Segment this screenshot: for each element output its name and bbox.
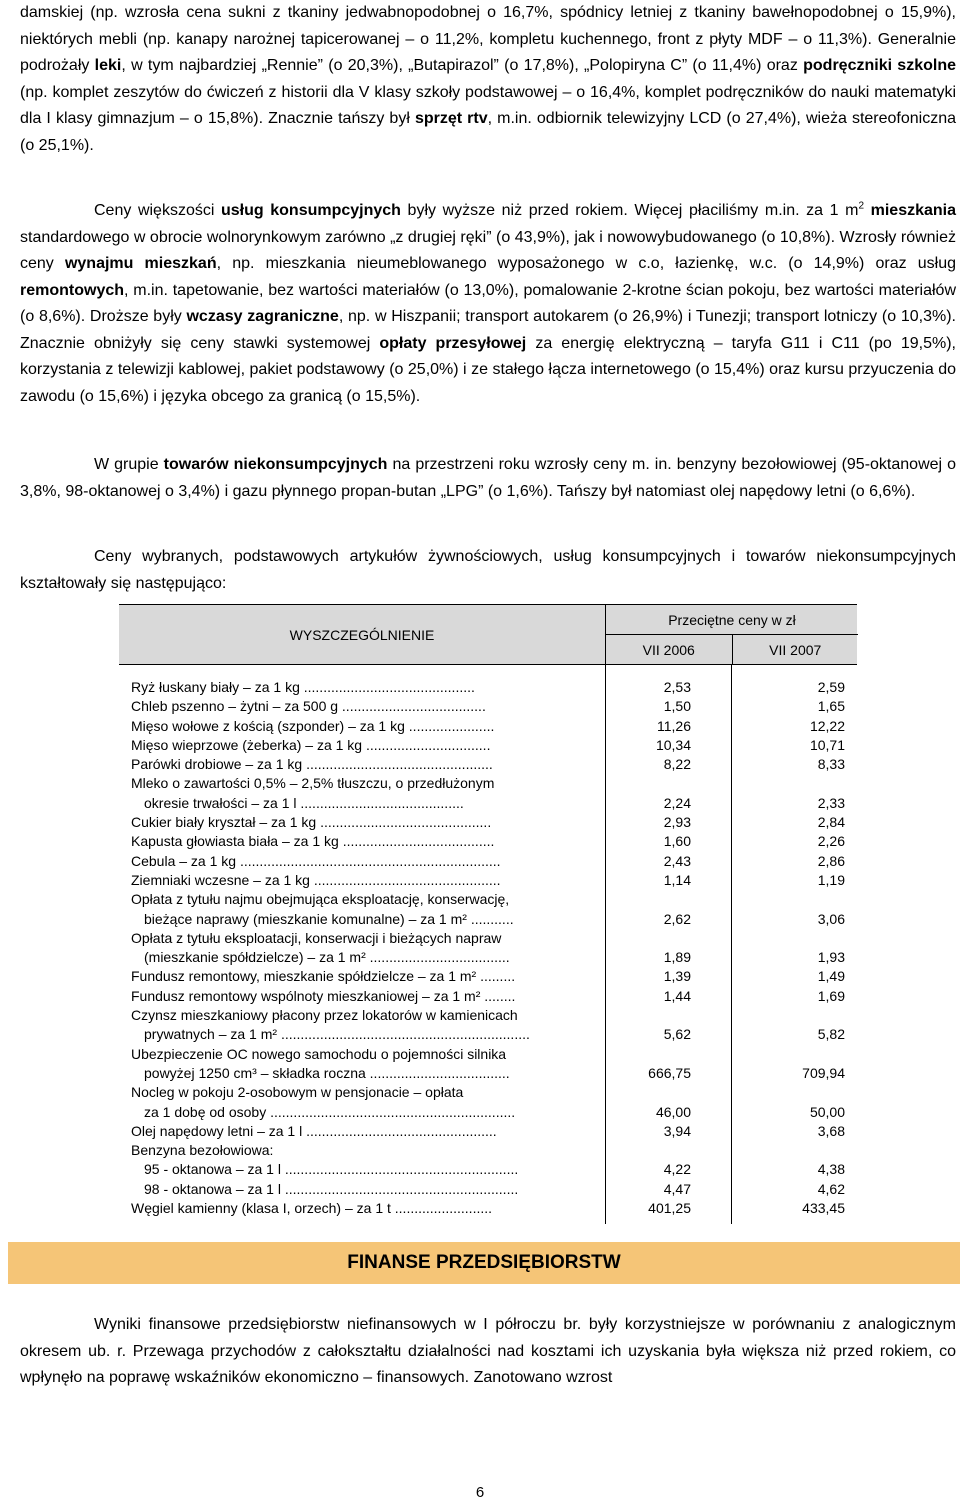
- item-name: [119, 1180, 579, 1199]
- item-name-line: Opłata z tytułu najmu obejmująca eksploatację, konserwację,: [131, 891, 510, 908]
- text-run: damskiej (np. wzrosła cena sukni z tkaniny jedwabnopodobnej o 16,7%, spódnicy letniej z tkaniny bawełnopodobnej o 15,9%), niektórych mebli (np. kanapy narożnej tapicerowanej – o 11,2%, kompletu kuchennego, front z płyty MDF – o 11,3%). Generalnie podrożały: [20, 4, 956, 74]
- item-name-line: bieżące naprawy (mieszkanie komunalne) – za 1 m² ...........: [144, 910, 514, 927]
- price-2006: 666,75: [648, 1064, 691, 1081]
- price-2006: 2,53: [663, 679, 691, 695]
- price-2007: 10,71: [809, 736, 845, 753]
- table-row: [119, 967, 857, 986]
- table-body: [119, 665, 857, 1224]
- price-2007: 5,82: [817, 1026, 845, 1043]
- item-name-line: Chleb pszenno – żytni – za 500 g .....................................: [131, 698, 486, 715]
- text-run: , np. mieszkania nieumeblowanego wyposażonego w c.o, łazienkę, w.c. (o 14,9%) oraz usług: [216, 255, 957, 272]
- text-run: Ceny większości: [94, 202, 221, 219]
- item-name-line: Nocleg w pokoju 2-osobowym w pensjonacie – opłata: [131, 1084, 464, 1101]
- price-2006: 1,50: [663, 698, 691, 715]
- item-name-line: powyżej 1250 cm³ – składka roczna ....................................: [144, 1064, 510, 1081]
- table-row: [119, 717, 857, 736]
- emphasized-text: podręczniki szkolne: [803, 57, 956, 74]
- item-name: [119, 967, 579, 986]
- item-name: [119, 832, 579, 851]
- item-name: [119, 890, 579, 929]
- price-2006: 4,47: [663, 1180, 691, 1197]
- item-name-line: Cebula – za 1 kg ...................................................................: [131, 852, 501, 869]
- emphasized-text: wczasy zagraniczne: [186, 308, 339, 325]
- price-2007: 4,38: [817, 1161, 845, 1178]
- price-2007: 2,59: [817, 679, 845, 695]
- column-divider: [731, 665, 732, 1224]
- paragraph-price-changes-goods: [20, 0, 956, 159]
- price-2006: 11,26: [657, 717, 691, 734]
- column-group-title: Przeciętne ceny w zł: [606, 605, 858, 635]
- price-2007: 8,33: [817, 756, 845, 773]
- emphasized-text: sprzęt rtv: [414, 110, 488, 127]
- page-number: 6: [475, 1484, 485, 1501]
- emphasized-text: mieszkania: [870, 202, 957, 219]
- price-2007: 709,94: [802, 1064, 845, 1081]
- column-header-year-2007: VII 2007: [732, 635, 859, 664]
- table-row: [119, 1083, 857, 1122]
- column-header-specification: WYSZCZEGÓLNIENIE: [289, 626, 435, 643]
- price-2007: 2,26: [817, 833, 845, 850]
- price-2007: 2,33: [817, 794, 845, 811]
- paragraph-consumer-services: [20, 198, 956, 410]
- item-name-line: 98 - oktanowa – za 1 l ............................................................: [144, 1180, 519, 1197]
- item-name: [119, 774, 579, 813]
- price-2007: 2,86: [817, 852, 845, 869]
- table-row: [119, 774, 857, 813]
- table-row: [119, 852, 857, 871]
- section-title-banner: [8, 1242, 960, 1284]
- item-name: [119, 736, 579, 755]
- text-run: za energię elektryczną – taryfa G11 i C11 (po 19,5%), korzystania z telewizji kablowej, pakiet podstawowy (o 25,0%) i ze stałego łącza internetowego (o 15,4%) oraz kursu przyuczenia do zawodu (o 15,6%) i języka obcego za granicą (o 15,5%).: [20, 334, 957, 405]
- table-row: [119, 1180, 857, 1199]
- emphasized-text: leki: [94, 57, 122, 74]
- item-name: [119, 1006, 579, 1045]
- price-2007: 50,00: [809, 1103, 845, 1120]
- price-2007: 2,84: [817, 814, 845, 831]
- item-name-line: Benzyna bezołowiowa:: [131, 1142, 274, 1159]
- item-name-line: Ziemniaki wczesne – za 1 kg ................................................: [131, 871, 501, 888]
- price-2007: 1,65: [817, 698, 845, 715]
- table-row: [119, 736, 857, 755]
- column-group-average-prices: [605, 605, 858, 664]
- item-name: [119, 871, 579, 890]
- price-2007: 12,22: [809, 717, 845, 734]
- price-2006: 1,14: [663, 871, 691, 888]
- emphasized-text: usług konsumpcyjnych: [221, 202, 401, 219]
- item-name: [119, 987, 579, 1006]
- price-2006: 46,00: [655, 1103, 691, 1120]
- item-name: [119, 1122, 579, 1141]
- price-2007: 1,93: [817, 949, 845, 966]
- table-header: [119, 604, 857, 665]
- item-name: [119, 929, 579, 968]
- item-name: [119, 1141, 579, 1180]
- table-row: [119, 1141, 857, 1180]
- text-run: Wyniki finansowe przedsiębiorstw niefinansowych w I półroczu br. były korzystniejsze w porównaniu z analogicznym okresem ub. r. Przewaga przychodów z całokształtu działalności nad kosztami ich uzyskania była większa niż przed rokiem, co wpłynęło na poprawę wskaźników ekonomiczno – finansowych. Zanotowano wzrost: [20, 1316, 956, 1386]
- table-row: [119, 1122, 857, 1141]
- text-run: na przestrzeni roku wzrosły ceny m. in. benzyny bezołowiowej (95-oktanowej o 3,8%, 98-oktanowej o 3,4%) i gazu płynnego propan-butan „LPG” (o 1,6%). Tańszy był natomiast olej napędowy letni (o 6,6%).: [20, 456, 957, 500]
- price-2006: 5,62: [663, 1026, 691, 1043]
- table-row: [119, 832, 857, 851]
- item-name-line: Mleko o zawartości 0,5% – 2,5% tłuszczu, o przedłużonym: [131, 775, 495, 792]
- item-name: [119, 1045, 579, 1084]
- price-2006: 1,89: [663, 949, 691, 966]
- paragraph-enterprise-finances: [20, 1312, 956, 1392]
- item-name-line: Czynsz mieszkaniowy płacony przez lokatorów w kamienicach: [131, 1007, 518, 1024]
- item-name: [119, 755, 579, 774]
- item-name-line: Parówki drobiowe – za 1 kg ................................................: [131, 756, 493, 773]
- item-name-line: Kapusta głowiasta biała – za 1 kg .......................................: [131, 833, 495, 850]
- emphasized-text: remontowych: [20, 281, 125, 299]
- item-name: [119, 852, 579, 871]
- table-row: [119, 1045, 857, 1084]
- column-header-year-2006: VII 2006: [642, 641, 695, 658]
- price-table: [119, 604, 857, 1224]
- table-row: [119, 890, 857, 929]
- table-row: [119, 755, 857, 774]
- table-row: [119, 678, 857, 697]
- text-run: , w tym najbardziej „Rennie” (o 20,3%), „Butapirazol” (o 17,8%), „Polopiryna C” (o 11,4%) oraz: [121, 57, 804, 74]
- item-name-line: Mięso wieprzowe (żeberka) – za 1 kg ................................: [131, 736, 491, 753]
- price-2006: 1,60: [663, 833, 691, 850]
- item-name: [119, 697, 579, 716]
- item-name-line: 95 - oktanowa – za 1 l ............................................................: [144, 1161, 519, 1178]
- price-2006: 1,44: [663, 987, 691, 1004]
- item-name-line: Fundusz remontowy, mieszkanie spółdzielcze – za 1 m² .........: [131, 968, 516, 985]
- item-name: [119, 1083, 579, 1122]
- price-2007: 433,45: [802, 1200, 845, 1217]
- item-name: [119, 813, 579, 832]
- item-name-line: Cukier biały kryształ – za 1 kg ............................................: [131, 814, 492, 831]
- price-2006: 2,24: [663, 794, 691, 811]
- item-name-line: za 1 dobę od osoby ...............................................................: [144, 1103, 516, 1120]
- item-name-line: Opłata z tytułu eksploatacji, konserwacji i bieżących napraw: [131, 929, 502, 946]
- table-row: [119, 929, 857, 968]
- price-2007: 3,68: [817, 1122, 845, 1139]
- item-name-line: okresie trwałości – za 1 l ..........................................: [144, 794, 464, 811]
- text-run: standardowego w obrocie wolnorynkowym zarówno „z drugiej ręki” (o 43,9%), jak i nowowybudowanego (o 10,8%). Wzrosły również ceny: [20, 228, 956, 272]
- price-2006: 8,22: [663, 756, 691, 773]
- table-row: [119, 987, 857, 1006]
- item-name-line: Mięso wołowe z kością (szponder) – za 1 kg ......................: [131, 717, 495, 734]
- price-2007: 1,19: [817, 871, 845, 888]
- price-2006: 4,22: [663, 1161, 691, 1178]
- price-2006: 2,93: [663, 814, 691, 831]
- price-2006: 3,94: [663, 1122, 691, 1139]
- paragraph-table-intro: [20, 544, 956, 597]
- text-run: Ceny wybranych, podstawowych artykułów żywnościowych, usług konsumpcyjnych i towarów niekonsumpcyjnych kształtowały się następująco:: [20, 548, 956, 592]
- section-title: FINANSE PRZEDSIĘBIORSTW: [347, 1252, 621, 1273]
- price-2006: 1,39: [663, 968, 691, 985]
- text-run: W grupie: [94, 456, 164, 473]
- paragraph-non-consumer-goods: [20, 452, 956, 505]
- superscript: 2: [858, 200, 865, 212]
- item-name-line: Fundusz remontowy wspólnoty mieszkaniowej – za 1 m² ........: [131, 987, 516, 1004]
- price-2007: 1,69: [817, 987, 845, 1004]
- price-2007: 3,06: [817, 910, 845, 927]
- text-run: , np. w Hiszpanii; transport autokarem (o 26,9%) i Tunezji; transport lotniczy (o 10,3%). Znacznie obniżyły się ceny stawki systemowej: [20, 308, 956, 352]
- text-run: , m.in. odbiornik telewizyjny LCD (o 27,4%), wieża stereofoniczna (o 25,1%).: [20, 110, 957, 154]
- table-row: [119, 1199, 857, 1218]
- item-name-line: prywatnych – za 1 m² ................................................................: [144, 1026, 530, 1043]
- emphasized-text: towarów niekonsumpcyjnych: [163, 456, 388, 473]
- price-2006: 10,34: [655, 736, 691, 753]
- item-name-line: Węgiel kamienny (klasa I, orzech) – za 1 t .........................: [131, 1200, 493, 1217]
- column-divider: [605, 665, 606, 1224]
- emphasized-text: opłaty przesyłowej: [379, 334, 527, 352]
- price-2007: 1,49: [817, 968, 845, 985]
- table-row: [119, 697, 857, 716]
- text-run: (np. komplet zeszytów do ćwiczeń z historii dla V klasy szkoły podstawowej – o 16,4%, komplet podręczników do nauki matematyki dla I klasy gimnazjum – o 15,8%). Znacznie tańszy był: [20, 83, 956, 127]
- table-row: [119, 1006, 857, 1045]
- item-name-line: Olej napędowy letni – za 1 l .................................................: [131, 1122, 497, 1139]
- item-name-line: Ubezpieczenie OC nowego samochodu o pojemności silnika: [131, 1045, 507, 1062]
- emphasized-text: wynajmu mieszkań: [64, 255, 217, 272]
- text-run: [864, 202, 871, 219]
- price-2006: 2,43: [663, 852, 691, 869]
- table-row: [119, 813, 857, 832]
- text-run: były wyższe niż przed rokiem. Więcej płaciliśmy m.in. za 1 m: [400, 202, 859, 219]
- item-name: [119, 717, 579, 736]
- table-row: [119, 871, 857, 890]
- text-run: , m.in. tapetowanie, bez wartości materiałów (o 13,0%), pomalowanie 2-krotne ścian pokoju, bez wartości materiałów (o 8,6%). Droższe były: [20, 281, 956, 325]
- price-2006: 401,25: [648, 1200, 691, 1217]
- price-2006: 2,62: [663, 910, 691, 927]
- item-name: [119, 678, 579, 697]
- item-name-line: (mieszkanie spółdzielcze) – za 1 m² ....................................: [144, 949, 510, 966]
- price-2007: 4,62: [817, 1180, 845, 1197]
- item-name: [119, 1199, 579, 1218]
- item-name-line: Ryż łuskany biały – za 1 kg ............................................: [131, 679, 475, 695]
